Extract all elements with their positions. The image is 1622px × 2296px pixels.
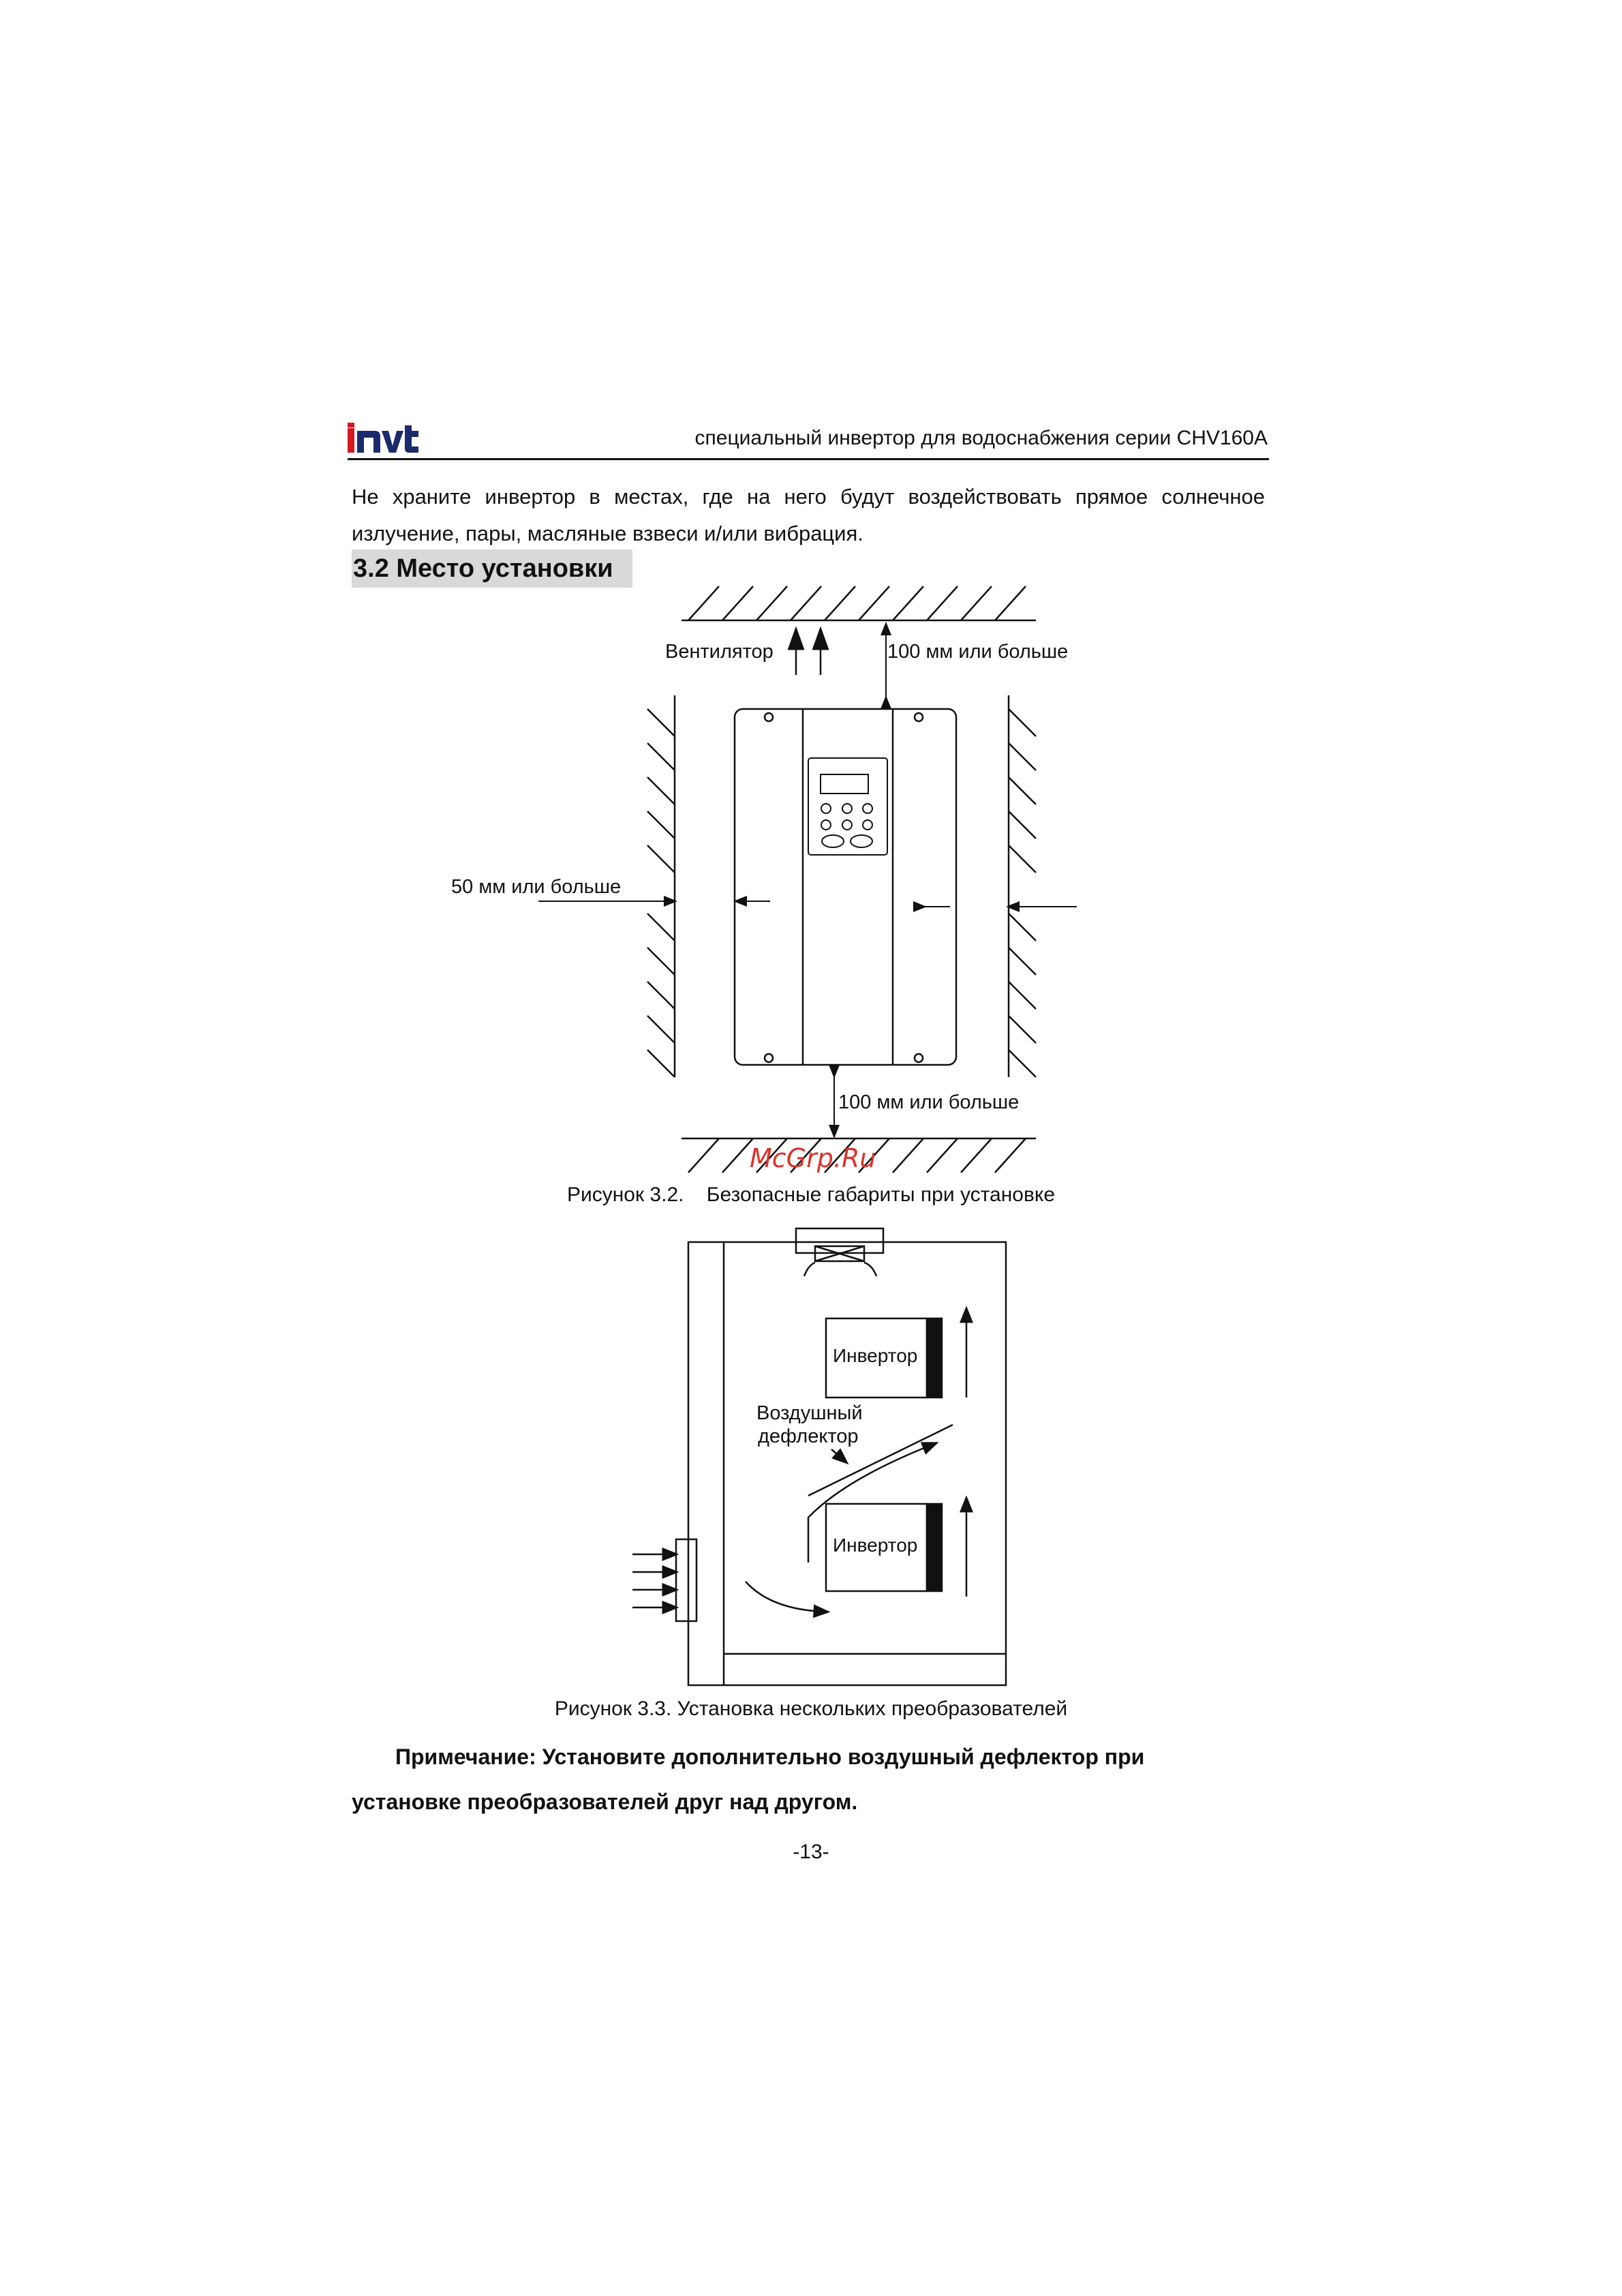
figure-3-3-caption: Рисунок 3.3. Установка нескольких преобразователей [554, 1697, 1068, 1720]
note-line-2: установке преобразователей друг над другом. [352, 1789, 858, 1814]
figure-3-2-caption: Рисунок 3.2. Безопасные габариты при установке [566, 1183, 1056, 1206]
side-clearance-label: 50 мм или больше [451, 876, 622, 898]
fan-label: Вентилятор [665, 641, 774, 663]
storage-warning-paragraph: Не храните инвертор в местах, где на него будут воздействовать прямое солнечное излучение, пары, масляные взвеси и/или вибрация. [352, 485, 1265, 545]
side-clearance-arrows [538, 901, 1077, 907]
deflector-label-line2: дефлектор [758, 1425, 859, 1447]
header-title: специальный инвертор для водоснабжения серии CHV160A [694, 427, 1268, 449]
deflector-label-line1: Воздушный [756, 1402, 863, 1424]
inverter-bottom-label: Инвертор [833, 1535, 918, 1556]
inverter-body [735, 709, 956, 1065]
installation-note [352, 1734, 1265, 1824]
note-line-1: Примечание: Установите дополнительно воздушный дефлектор при [395, 1744, 1145, 1769]
right-wall [1009, 695, 1036, 1077]
bottom-clearance-label: 100 мм или больше [838, 1091, 1020, 1113]
inverter-top-label: Инвертор [833, 1345, 918, 1366]
left-wall [647, 695, 675, 1077]
page-number: -13- [793, 1841, 829, 1863]
section-heading: 3.2 Место установки [352, 549, 632, 588]
fan-arrows [796, 638, 821, 675]
watermark: McGrp.Ru [750, 1143, 876, 1173]
keypad-panel [808, 758, 887, 855]
top-clearance-label: 100 мм или больше [887, 641, 1069, 663]
top-wall [682, 586, 1036, 620]
